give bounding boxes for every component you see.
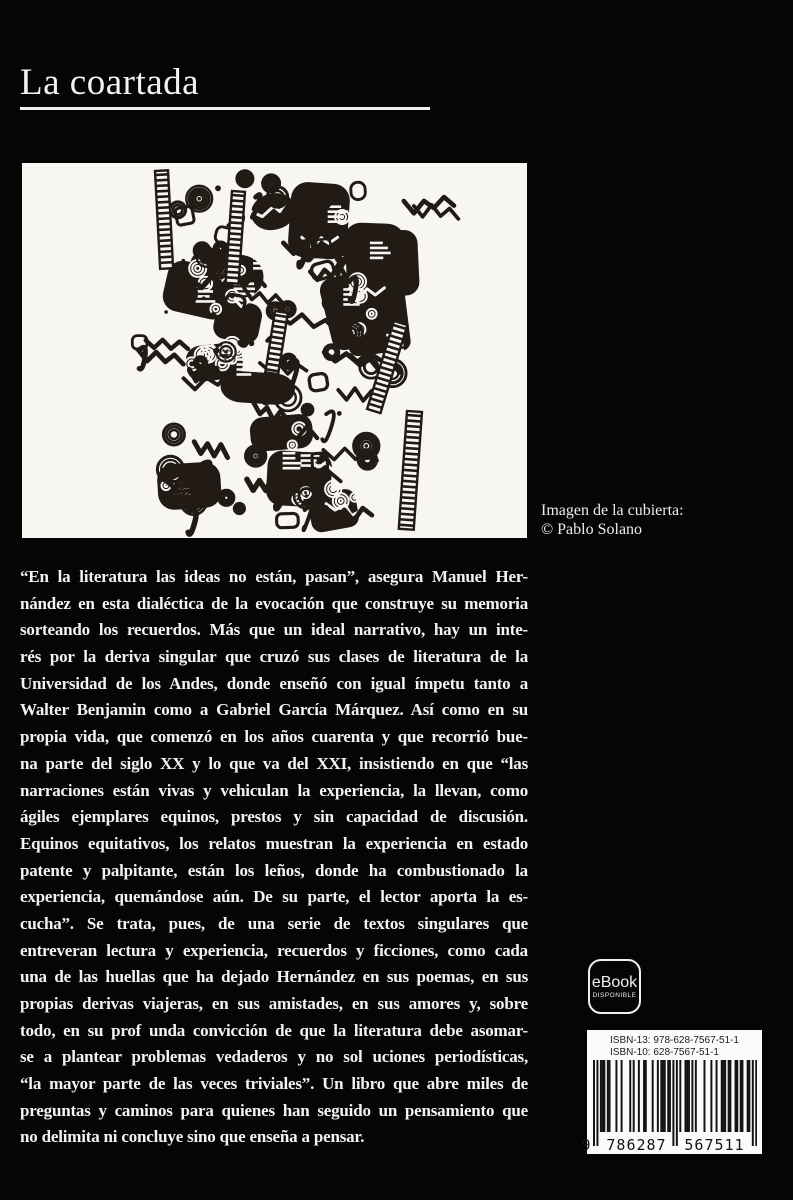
ean13-barcode — [581, 1060, 757, 1154]
isbn-labels — [610, 1035, 739, 1058]
barcode-digit-group: 9 — [581, 1136, 591, 1154]
title-underline-rule — [20, 107, 430, 110]
abstract-ink-doodle-artwork — [22, 163, 527, 538]
ebook-badge-label: eBook — [591, 974, 638, 991]
paragraph-line: propias derivas viajeras, en sus amistades, en sus amores y, sobre — [20, 994, 528, 1013]
paragraph-line: se a plantear problemas vedaderos y no sol uciones periodísticas, — [20, 1047, 528, 1067]
paragraph-line: no delimita ni concluye sino que enseña a pensar. — [20, 1127, 365, 1147]
paragraph-line: una de las huellas que ha dejado Hernández en sus poemas, en sus — [20, 967, 528, 987]
paragraph-line: preguntas y caminos para quienes han seguido un pensamiento que — [20, 1100, 528, 1120]
isbn13-label: ISBN-13: 978-628-7567-51-1 — [610, 1035, 739, 1046]
ebook-available-badge — [588, 959, 641, 1014]
paragraph-line: Equinos equitativos, los relatos muestran la experiencia en estado — [20, 833, 528, 853]
isbn10-label: ISBN-10: 628-7567-51-1 — [610, 1046, 719, 1058]
paragraph-line: sorteando los recuerdos. Más que un ideal narrativo, hay un inte- — [20, 620, 528, 640]
paragraph-line: na parte del siglo XX y lo que va del XXI, insistiendo en que “las — [20, 753, 528, 773]
paragraph-line: rés por la deriva singular que cruzó sus clases de literatura de la — [20, 647, 528, 667]
paragraph-line: Universidad de los Andes, donde enseñó con igual ímpetu tanto a — [20, 673, 528, 693]
paragraph-line: patente y palpitante, están los leños, donde ha combustionado la — [20, 860, 528, 880]
ebook-badge-sublabel: DISPONIBLE — [592, 992, 637, 999]
paragraph-line: “En la literatura las ideas no están, pasan”, asegura Manuel Her- — [20, 567, 528, 586]
paragraph-line: entreveran lectura y experiencia, recuerdos y ficciones, como cada — [20, 940, 528, 960]
paragraph-line: experiencia, quemándose aún. De su parte, el lector aporta la es- — [20, 887, 528, 907]
paragraph-line: todo, en su prof unda convicción de que la literatura debe asomar- — [20, 1020, 528, 1040]
cover-artwork-panel — [22, 163, 527, 538]
cover-image-credit — [541, 501, 684, 539]
paragraph-line: Walter Benjamin como a Gabriel García Márquez. Así como en su — [20, 700, 528, 720]
paragraph-line: ágiles ejemplares equinos, prestos y sin capacidad de discusión. — [20, 807, 528, 827]
credit-author: © Pablo Solano — [541, 521, 643, 538]
isbn-barcode-block — [581, 1030, 762, 1154]
paragraph-line: cucha”. Se trata, pues, de una serie de textos singulares que — [20, 913, 528, 933]
paragraph-line: propia vida, que comenzó en los años cuarenta y que recorrió bue- — [20, 727, 528, 747]
paragraph-line: “la mayor parte de las veces triviales”. Un libro que abre miles de — [20, 1074, 528, 1094]
barcode-digit-group: 567511 — [684, 1136, 745, 1154]
paragraph-line: narraciones están vivas y vehiculan la experiencia, la llevan, como — [20, 780, 528, 800]
credit-caption: Imagen de la cubierta: — [541, 502, 684, 519]
barcode-digit-group: 786287 — [606, 1136, 667, 1154]
back-cover-blurb — [20, 564, 528, 1151]
book-title: La coartada — [20, 62, 200, 103]
paragraph-line: nández en esta dialéctica de la evocación que construye su memoria — [20, 593, 528, 613]
